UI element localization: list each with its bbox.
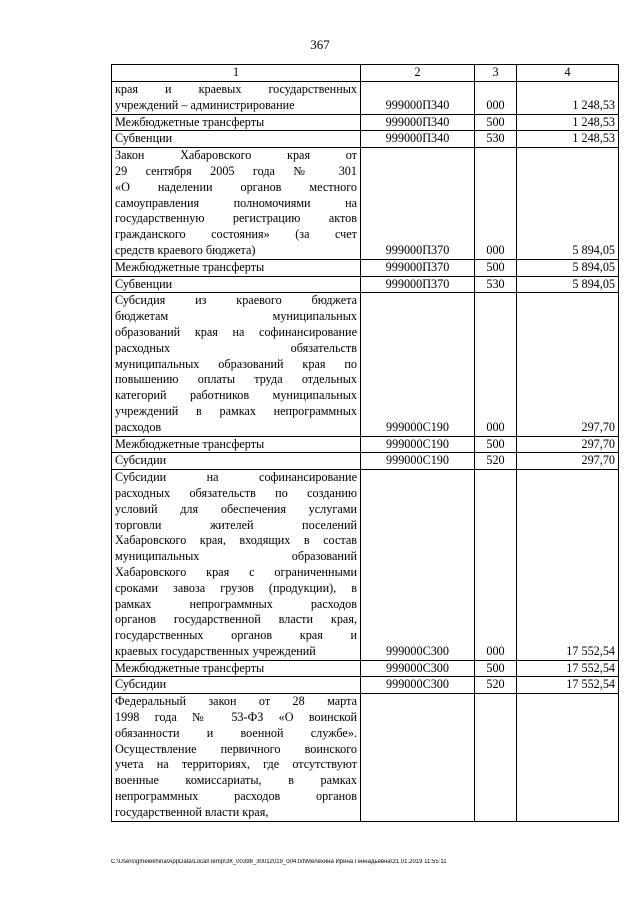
table-row: [112, 259, 619, 276]
description-line: учета на территориях, где отсутствуют: [115, 757, 357, 772]
table-row: [112, 114, 619, 131]
row-amount: 5 894,05: [517, 276, 619, 293]
row-description: [112, 148, 361, 260]
description-line: гражданского состояния» (за счет: [115, 227, 357, 242]
row-description: [112, 293, 361, 436]
row-description: [112, 694, 361, 821]
description-line: муниципальных образований: [115, 549, 357, 564]
row-description: [112, 276, 361, 293]
row-amount: 17 552,54: [517, 470, 619, 661]
row-expense-type: 530: [475, 276, 517, 293]
description-line: «О наделении органов местного: [115, 179, 357, 194]
row-amount: 1 248,53: [517, 114, 619, 131]
row-code: 999000П370: [361, 276, 475, 293]
description-line: самоуправления полномочиями на: [115, 195, 357, 210]
row-expense-type: 500: [475, 660, 517, 677]
table-row: [112, 293, 619, 436]
row-description: [112, 677, 361, 694]
row-code: 999000П370: [361, 259, 475, 276]
description-line: бюджетам муниципальных: [115, 309, 357, 324]
description-line: 29 сентября 2005 года № 301: [115, 163, 357, 178]
description-line: торговли жителей поселений: [115, 517, 357, 532]
description-line: Закон Хабаровского края от: [115, 148, 357, 163]
page-number: 367: [310, 37, 330, 52]
description-line: расходов: [115, 419, 162, 434]
table-row: [112, 276, 619, 293]
description-line: учреждений – администрирование: [115, 97, 295, 112]
description-line: образований края на софинансирование: [115, 324, 357, 339]
description-line: Хабаровского края с ограниченными: [115, 564, 357, 579]
column-header-3: 3: [475, 65, 517, 82]
description-line: муниципальных образований края по: [115, 356, 357, 371]
description-line: Федеральный закон от 28 марта: [115, 694, 357, 709]
description-line: краевых государственных учреждений: [115, 643, 316, 658]
row-expense-type: 000: [475, 470, 517, 661]
budget-table: [111, 64, 619, 822]
row-description: [112, 82, 361, 115]
row-expense-type: [475, 694, 517, 821]
row-amount: 1 248,53: [517, 82, 619, 115]
row-description: [112, 114, 361, 131]
file-path-footer: C:\Users\gmelekhina\AppData\Local\Temp\ЗК_00398_30012019_004.txt\Мелехина Ирина Геннадьевна\31.01.2019 11:55:11: [111, 859, 447, 865]
row-description: [112, 131, 361, 148]
table-row: [112, 694, 619, 821]
row-code: 999000П340: [361, 114, 475, 131]
description-line: 1998 года № 53-ФЗ «О воинской: [115, 710, 357, 725]
row-expense-type: 000: [475, 293, 517, 436]
description-line: сроками завоза грузов (продукции), в: [115, 580, 357, 595]
description-line: государственных органов края и: [115, 628, 357, 643]
table-header-row: [112, 65, 619, 82]
description-line: Субвенции: [115, 276, 173, 291]
table-row: [112, 453, 619, 470]
row-expense-type: 530: [475, 131, 517, 148]
description-line: Межбюджетные трансферты: [115, 436, 265, 451]
column-header-1: 1: [112, 65, 361, 82]
description-line: Хабаровского края, входящих в состав: [115, 533, 357, 548]
row-expense-type: 520: [475, 677, 517, 694]
row-amount: 297,70: [517, 453, 619, 470]
column-header-2: 2: [361, 65, 475, 82]
description-line: расходных обязательств по созданию: [115, 485, 357, 500]
row-amount: [517, 694, 619, 821]
table-row: [112, 470, 619, 661]
row-code: 999000С300: [361, 470, 475, 661]
row-description: [112, 259, 361, 276]
row-amount: 5 894,05: [517, 259, 619, 276]
row-amount: 1 248,53: [517, 131, 619, 148]
table-row: [112, 677, 619, 694]
row-code: 999000П340: [361, 82, 475, 115]
row-amount: 5 894,05: [517, 148, 619, 260]
column-header-4: 4: [517, 65, 619, 82]
description-line: Субсидия из краевого бюджета: [115, 293, 357, 308]
table-row: [112, 436, 619, 453]
row-expense-type: 000: [475, 82, 517, 115]
row-code: 999000П370: [361, 148, 475, 260]
row-code: 999000С190: [361, 453, 475, 470]
description-line: Межбюджетные трансферты: [115, 660, 265, 675]
description-line: средств краевого бюджета): [115, 242, 256, 257]
row-code: 999000П340: [361, 131, 475, 148]
row-expense-type: 500: [475, 436, 517, 453]
row-description: [112, 453, 361, 470]
row-code: 999000С190: [361, 293, 475, 436]
row-amount: 297,70: [517, 436, 619, 453]
description-line: Межбюджетные трансферты: [115, 259, 265, 274]
row-description: [112, 470, 361, 661]
description-line: Межбюджетные трансферты: [115, 114, 265, 129]
description-line: повышению оплаты труда отдельных: [115, 372, 357, 387]
description-line: категорий работников муниципальных: [115, 388, 357, 403]
description-line: непрограммных расходов органов: [115, 789, 357, 804]
row-expense-type: 500: [475, 259, 517, 276]
description-line: рамках непрограммных расходов: [115, 596, 357, 611]
description-line: учреждений в рамках непрограммных: [115, 403, 357, 418]
description-line: края и краевых государственных: [115, 82, 357, 96]
description-line: государственной власти края,: [115, 804, 269, 819]
description-line: органов государственной власти края,: [115, 612, 357, 627]
description-line: Субсидии: [115, 677, 167, 692]
description-line: Субсидии на софинансирование: [115, 470, 357, 485]
row-amount: 297,70: [517, 293, 619, 436]
row-amount: 17 552,54: [517, 677, 619, 694]
table-row: [112, 148, 619, 260]
row-code: 999000С190: [361, 436, 475, 453]
row-description: [112, 660, 361, 677]
description-line: Субвенции: [115, 131, 173, 146]
row-code: 999000С300: [361, 677, 475, 694]
table-row: [112, 131, 619, 148]
row-description: [112, 436, 361, 453]
row-code: 999000С300: [361, 660, 475, 677]
description-line: государственную регистрацию актов: [115, 211, 357, 226]
row-amount: 17 552,54: [517, 660, 619, 677]
description-line: Осуществление первичного воинского: [115, 741, 357, 756]
row-expense-type: 500: [475, 114, 517, 131]
row-expense-type: 000: [475, 148, 517, 260]
description-line: Субсидии: [115, 453, 167, 468]
row-expense-type: 520: [475, 453, 517, 470]
table-row: [112, 82, 619, 115]
description-line: военные комиссариаты, в рамках: [115, 773, 357, 788]
description-line: обязанности и военной службе».: [115, 725, 357, 740]
description-line: условий для обеспечения услугами: [115, 501, 357, 516]
table-row: [112, 660, 619, 677]
description-line: расходных обязательств: [115, 340, 357, 355]
row-code: [361, 694, 475, 821]
